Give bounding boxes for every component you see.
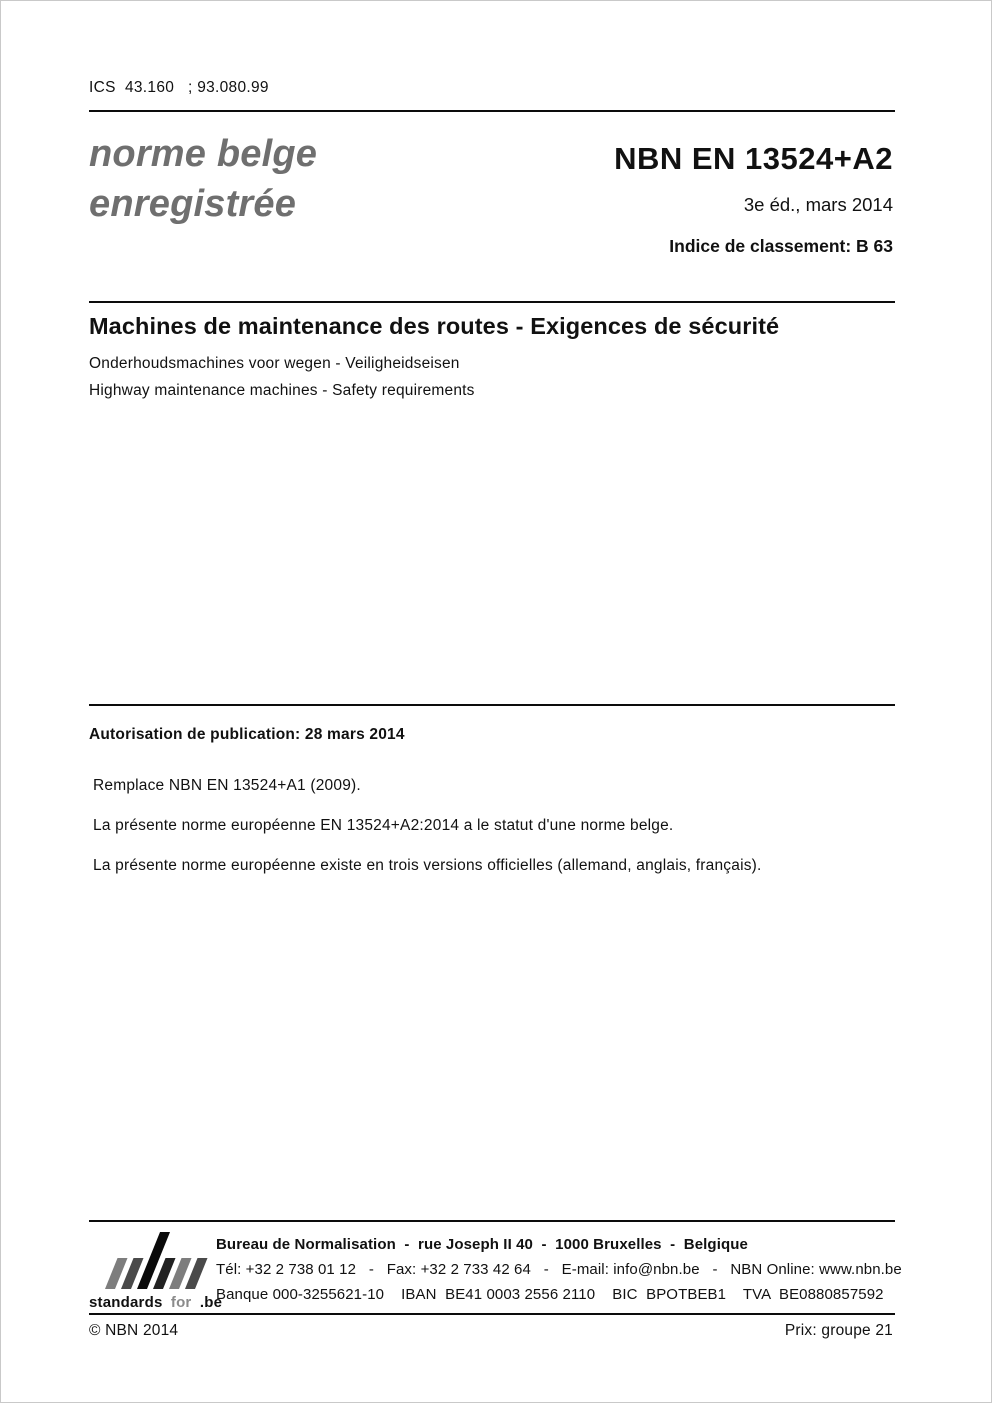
tagline-be: .be xyxy=(199,1294,223,1311)
publisher-contact-line: Tél: +32 2 738 01 12 - Fax: +32 2 733 42 64 - E-mail: info@nbn.be - NBN Online: www.nbn.be xyxy=(216,1261,902,1278)
publication-notes xyxy=(93,777,893,897)
divider-publication xyxy=(89,704,895,706)
document-type xyxy=(89,129,317,229)
tagline-standards: standards xyxy=(89,1294,163,1311)
logo-tagline xyxy=(89,1294,223,1311)
title-english: Highway maintenance machines - Safety requirements xyxy=(89,382,475,399)
title-french: Machines de maintenance des routes - Exigences de sécurité xyxy=(89,313,780,339)
copyright-notice: © NBN 2014 xyxy=(89,1322,179,1339)
publisher-address: Bureau de Normalisation - rue Joseph II 40 - 1000 Bruxelles - Belgique xyxy=(216,1236,748,1253)
publisher-bank-line: Banque 000-3255621-10 IBAN BE41 0003 2556 2110 BIC BPOTBEB1 TVA BE0880857592 xyxy=(216,1286,884,1303)
versions-note: La présente norme européenne existe en trois versions officielles (allemand, anglais, français). xyxy=(93,857,762,874)
divider-footer-top xyxy=(89,1220,895,1222)
header-reference-block xyxy=(614,141,893,257)
edition-date: 3e éd., mars 2014 xyxy=(743,194,893,215)
price-group: Prix: groupe 21 xyxy=(784,1322,893,1339)
classification-index: Indice de classement: B 63 xyxy=(669,236,893,256)
document-type-line1: norme belge xyxy=(89,133,318,175)
status-note: La présente norme européenne EN 13524+A2:2014 a le statut d'une norme belge. xyxy=(93,817,674,834)
nbn-logo-icon xyxy=(105,1232,219,1289)
divider-footer-bottom xyxy=(89,1313,895,1315)
divider-title xyxy=(89,301,895,303)
publication-authorization: Autorisation de publication: 28 mars 2014 xyxy=(89,726,405,743)
title-block xyxy=(89,312,893,404)
standard-number: NBN EN 13524+A2 xyxy=(614,141,893,176)
document-type-line2: enregistrée xyxy=(89,183,297,225)
replaces-note: Remplace NBN EN 13524+A1 (2009). xyxy=(93,777,361,794)
nbn-logo xyxy=(89,1232,223,1311)
ics-code: ICS 43.160 ; 93.080.99 xyxy=(89,79,269,96)
bottom-row xyxy=(89,1322,893,1340)
title-dutch: Onderhoudsmachines voor wegen - Veiligheidseisen xyxy=(89,355,460,372)
tagline-for: for xyxy=(170,1294,192,1311)
publisher-contact-block xyxy=(216,1232,902,1307)
divider-top xyxy=(89,110,895,112)
